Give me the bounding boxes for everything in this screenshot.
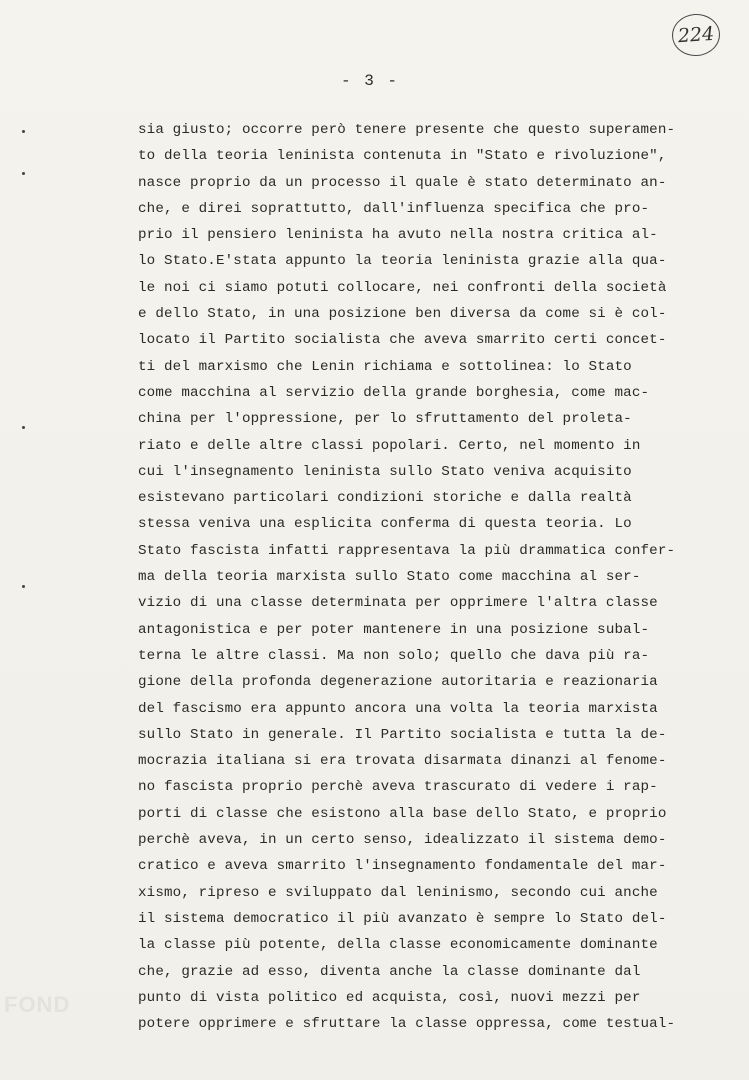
margin-mark xyxy=(22,130,25,133)
text-line: porti di classe che esistono alla base dello Stato, e proprio xyxy=(138,805,667,822)
text-line: ti del marxismo che Lenin richiama e sottolinea: lo Stato xyxy=(138,358,632,375)
margin-mark xyxy=(22,426,25,429)
text-line: gione della profonda degenerazione autoritaria e reazionaria xyxy=(138,674,658,691)
text-line: punto di vista politico ed acquista, così, nuovi mezzi per xyxy=(138,989,641,1006)
text-line: no fascista proprio perchè aveva trascurato di vedere i rap- xyxy=(138,779,658,796)
text-line: to della teoria leninista contenuta in "Stato e rivoluzione", xyxy=(138,148,667,165)
text-line: stessa veniva una esplicita conferma di questa teoria. Lo xyxy=(138,516,632,533)
text-line: antagonistica e per poter mantenere in una posizione subal- xyxy=(138,621,650,638)
text-line: che, grazie ad esso, diventa anche la classe dominante dal xyxy=(138,963,641,980)
margin-mark xyxy=(22,585,25,588)
text-line: nasce proprio da un processo il quale è stato determinato an- xyxy=(138,174,667,191)
text-line: come macchina al servizio della grande borghesia, come mac- xyxy=(138,384,650,401)
text-line: ma della teoria marxista sullo Stato come macchina al ser- xyxy=(138,569,641,586)
text-line: cui l'insegnamento leninista sullo Stato veniva acquisito xyxy=(138,463,632,480)
text-line: perchè aveva, in un certo senso, idealizzato il sistema demo- xyxy=(138,832,667,849)
text-line: locato il Partito socialista che aveva smarrito certi concet- xyxy=(138,332,667,349)
text-line: esistevano particolari condizioni storiche e dalla realtà xyxy=(138,490,632,507)
text-line: potere opprimere e sfruttare la classe oppressa, come testual- xyxy=(138,1016,676,1033)
text-line: cratico e aveva smarrito l'insegnamento fondamentale del mar- xyxy=(138,858,667,875)
text-line: la classe più potente, della classe economicamente dominante xyxy=(138,937,658,954)
text-line: e dello Stato, in una posizione ben diversa da come si è col- xyxy=(138,306,667,323)
margin-mark xyxy=(22,172,25,175)
text-line: prio il pensiero leninista ha avuto nella nostra critica al- xyxy=(138,227,658,244)
text-line: terna le altre classi. Ma non solo; quello che dava più ra- xyxy=(138,647,650,664)
text-line: sia giusto; occorre però tenere presente che questo superamen- xyxy=(138,122,676,138)
text-line: che, e direi soprattutto, dall'influenza specifica che pro- xyxy=(138,200,650,217)
text-line: sullo Stato in generale. Il Partito socialista e tutta la de- xyxy=(138,726,667,743)
text-line: Stato fascista infatti rappresentava la più drammatica confer- xyxy=(138,542,676,559)
text-line: lo Stato.E'stata appunto la teoria leninista grazie alla qua- xyxy=(138,253,667,270)
page-number: - 3 - xyxy=(340,72,399,90)
archive-watermark: FOND xyxy=(4,992,71,1017)
text-line: china per l'oppressione, per lo sfruttamento del proleta- xyxy=(138,411,632,428)
text-line: xismo, ripreso e sviluppato dal leninismo, secondo cui anche xyxy=(138,884,658,901)
text-line: riato e delle altre classi popolari. Certo, nel momento in xyxy=(138,437,641,454)
text-line: il sistema democratico il più avanzato è sempre lo Stato del- xyxy=(138,910,667,927)
archive-number-stamp: 224 xyxy=(671,12,722,57)
typewritten-body-text xyxy=(138,117,698,1037)
text-line: mocrazia italiana si era trovata disarmata dinanzi al fenome- xyxy=(138,753,667,770)
text-line: le noi ci siamo potuti collocare, nei confronti della società xyxy=(138,279,667,296)
text-line: vizio di una classe determinata per opprimere l'altra classe xyxy=(138,595,658,612)
text-line: del fascismo era appunto ancora una volta la teoria marxista xyxy=(138,700,658,717)
